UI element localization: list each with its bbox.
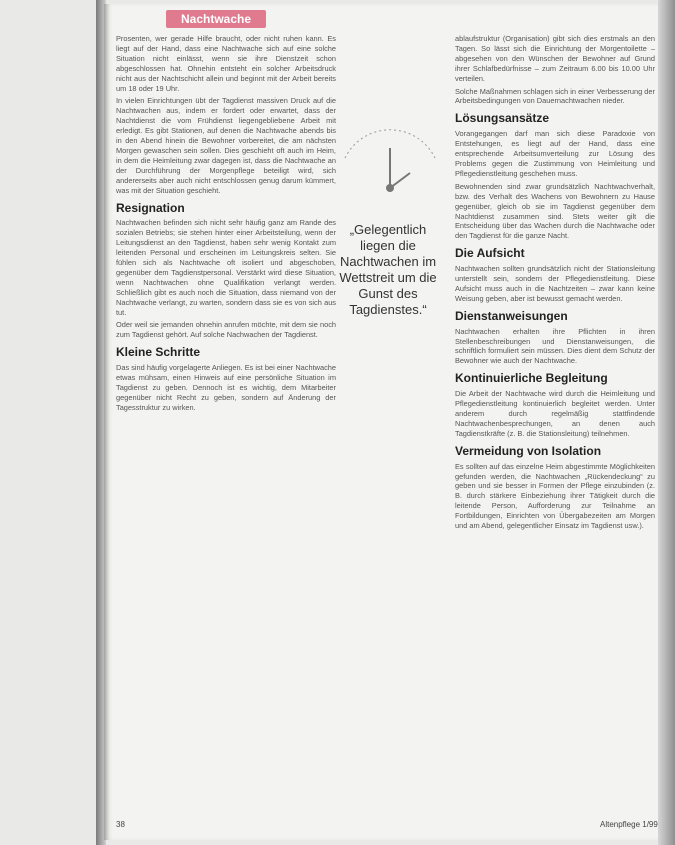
journal-name: Altenpflege 1/99 — [600, 820, 658, 829]
paragraph: In vielen Einrichtungen übt der Tagdienst massiven Druck auf die Nachtwachen aus, indem er fordert oder erwartet, dass der Nachtdienst die vom Frühdienst liegengebliebene Arbeit mit erledigt. Es gibt Stationen, auf denen die Nachtwache abends bis in den Abend hinein die Bewohner vorbereitet, die am nächsten Morgen gewaschen sein sollen. Dies geschieht oft auch im Heim, in dem die Heimleitung zwar dagegen ist, dass die Nachtwache an der Durchführung der Morgenpflege beteiligt wird, sich andererseits aber auch nicht entschlossen genug darum kümmert, was mit der Situation geschieht. — [116, 96, 336, 195]
paragraph: Nachtwachen sollten grundsätzlich nicht der Stationsleitung unterstellt sein, sondern der Pflegedienstleitung. Diese Aufsicht muss auch in die Nachtzeiten – zwar kann keine Weisung geben, aber ist bewusst gemacht werden. — [455, 264, 655, 303]
heading-aufsicht: Die Aufsicht — [455, 246, 525, 261]
clock-illustration — [335, 118, 445, 228]
page-edge — [658, 0, 675, 845]
heading-loesungsansaetze: Lösungsansätze — [455, 111, 550, 126]
paragraph: Nachtwachen befinden sich nicht sehr häufig ganz am Rande des sozialen Betriebs; sie stehen hinter einer Arbeitsteilung, wenn der Leitungsdienst an den Tagdienst, haben sehr wenig Kontakt zum leitenden Personal und erscheinen im Leitungskreis selten. Sie fühlen sich als Nachtwache oft isoliert und abgeschoben, gegenüber dem Tagdienstpersonal. Verstärkt wird diese Situation, wenn Nachtwachen ohne Qualifikation verlangt werden. Schließlich gibt es auch noch die Situation, dass niemand von der Nachtwache verlangt, zu warten, sondern dass sie es von sich aus tut. — [116, 218, 336, 317]
right-column — [455, 34, 655, 534]
paragraph: Bewohnenden sind zwar grundsätzlich Nachtwachverhalt, bzw. des Verhalt des Wachens von Bewohnern zu Hause gegenüber, gleich ob sie im Tagdienst gegenüber dem Nachtdienst zusammen sind. Stets weiter gilt die Entscheidung über das Wachen durch die Nachtwache oder den Tagdienst für die ganze Nacht. — [455, 181, 655, 241]
paragraph: ablaufstruktur (Organisation) gibt sich dies erstmals an den Tagen. So lässt sich die Einrichtung der Morgentoilette – abgesehen von den Wünschen der Bewohner auf Grund ihrer Schlafbedürfnisse – zum Zeitraum 6.00 bis 10.00 Uhr verteilen. — [455, 34, 655, 83]
paragraph: Prosenten, wer gerade Hilfe braucht, oder nicht ruhen kann. Es liegt auf der Hand, dass eine Nachtwache sich auf eine solche Situation nicht einlässt, wenn sie ihre Dienstzeit schon abgeschlossen hat. Ohnehin entsteht ein solcher Arbeitsdruck nicht aus der Nachtschicht allein und beginnt mit der Arbeit bereits um 18 oder 19 Uhr. — [116, 34, 336, 93]
section-tab: Nachtwache — [166, 10, 266, 28]
paragraph: Die Arbeit der Nachtwache wird durch die Heimleitung und Pflegedienstleitung kontinuierlich begleitet werden. Unter anderem durch regelmäßig stattfindende Nachtwachenbesprechungen, an denen auch Tagdienstkräfte (z. B. die Stationsleitung) teilnehmen. — [455, 389, 655, 438]
page-number: 38 — [116, 820, 125, 829]
heading-dienstanweisungen: Dienstanweisungen — [455, 308, 568, 323]
paragraph: Oder weil sie jemanden ohnehin anrufen möchte, mit dem sie noch zum Tagdienst gehört. Auf solche Nachwachen der Tagdienst. — [116, 320, 336, 340]
paragraph: Solche Maßnahmen schlagen sich in einer Verbesserung der Arbeitsbedingungen von Dauernachtwachen nieder. — [455, 86, 655, 106]
paragraph: Nachtwachen erhalten ihre Pflichten in ihren Stellenbeschreibungen und Dienstanweisungen, die schriftlich formuliert sein müssen. Dies dient dem Schutz der Bewohner wie auch der Nachtwache. — [455, 326, 655, 366]
heading-kontinuierliche-begleitung: Kontinuierliche Begleitung — [455, 371, 608, 386]
pull-quote: „Gelegentlich liegen die Nachtwachen im Wettstreit um die Gunst des Tagdienstes.“ — [339, 222, 437, 317]
paragraph: Vorangegangen darf man sich diese Paradoxie von Entstehungen, es liegt auf der Hand, dass eine entsprechende Arbeitsumverteilung zur Lösung des Problems gegen die Zustimmung von Heimleitung und Pflegedienstleitung geschehen muss. — [455, 129, 655, 178]
paragraph: Es sollten auf das einzelne Heim abgestimmte Möglichkeiten gefunden werden, die Nachtwachen „Rückendeckung“ zu geben und sie besser in Formen der Pflege einzubinden (z. B. durch stärkere Einbeziehung ihrer Tätigkeit durch die leitende Person, Aufforderung zur Teilnahme an Fortbildungen, Einrichten von Übergabezeiten am Morgen und am Abend, gelegentlicher Einsatz im Tagdienst usw.). — [455, 461, 655, 531]
paragraph: Das sind häufig vorgelagerte Anliegen. Es ist bei einer Nachtwache etwas mühsam, einen Hinweis auf eine persönliche Situation im Tagdienst zu geben. Dennoch ist es wichtig, dem Mitarbeiter gegenüber nicht Recht zu geben, sondern auf Änderung der Tagesstruktur zu wirken. — [116, 363, 336, 412]
heading-vermeidung-isolation: Vermeidung von Isolation — [455, 443, 602, 458]
heading-resignation: Resignation — [116, 200, 185, 215]
left-column — [116, 34, 336, 416]
heading-kleine-schritte: Kleine Schritte — [116, 345, 201, 360]
